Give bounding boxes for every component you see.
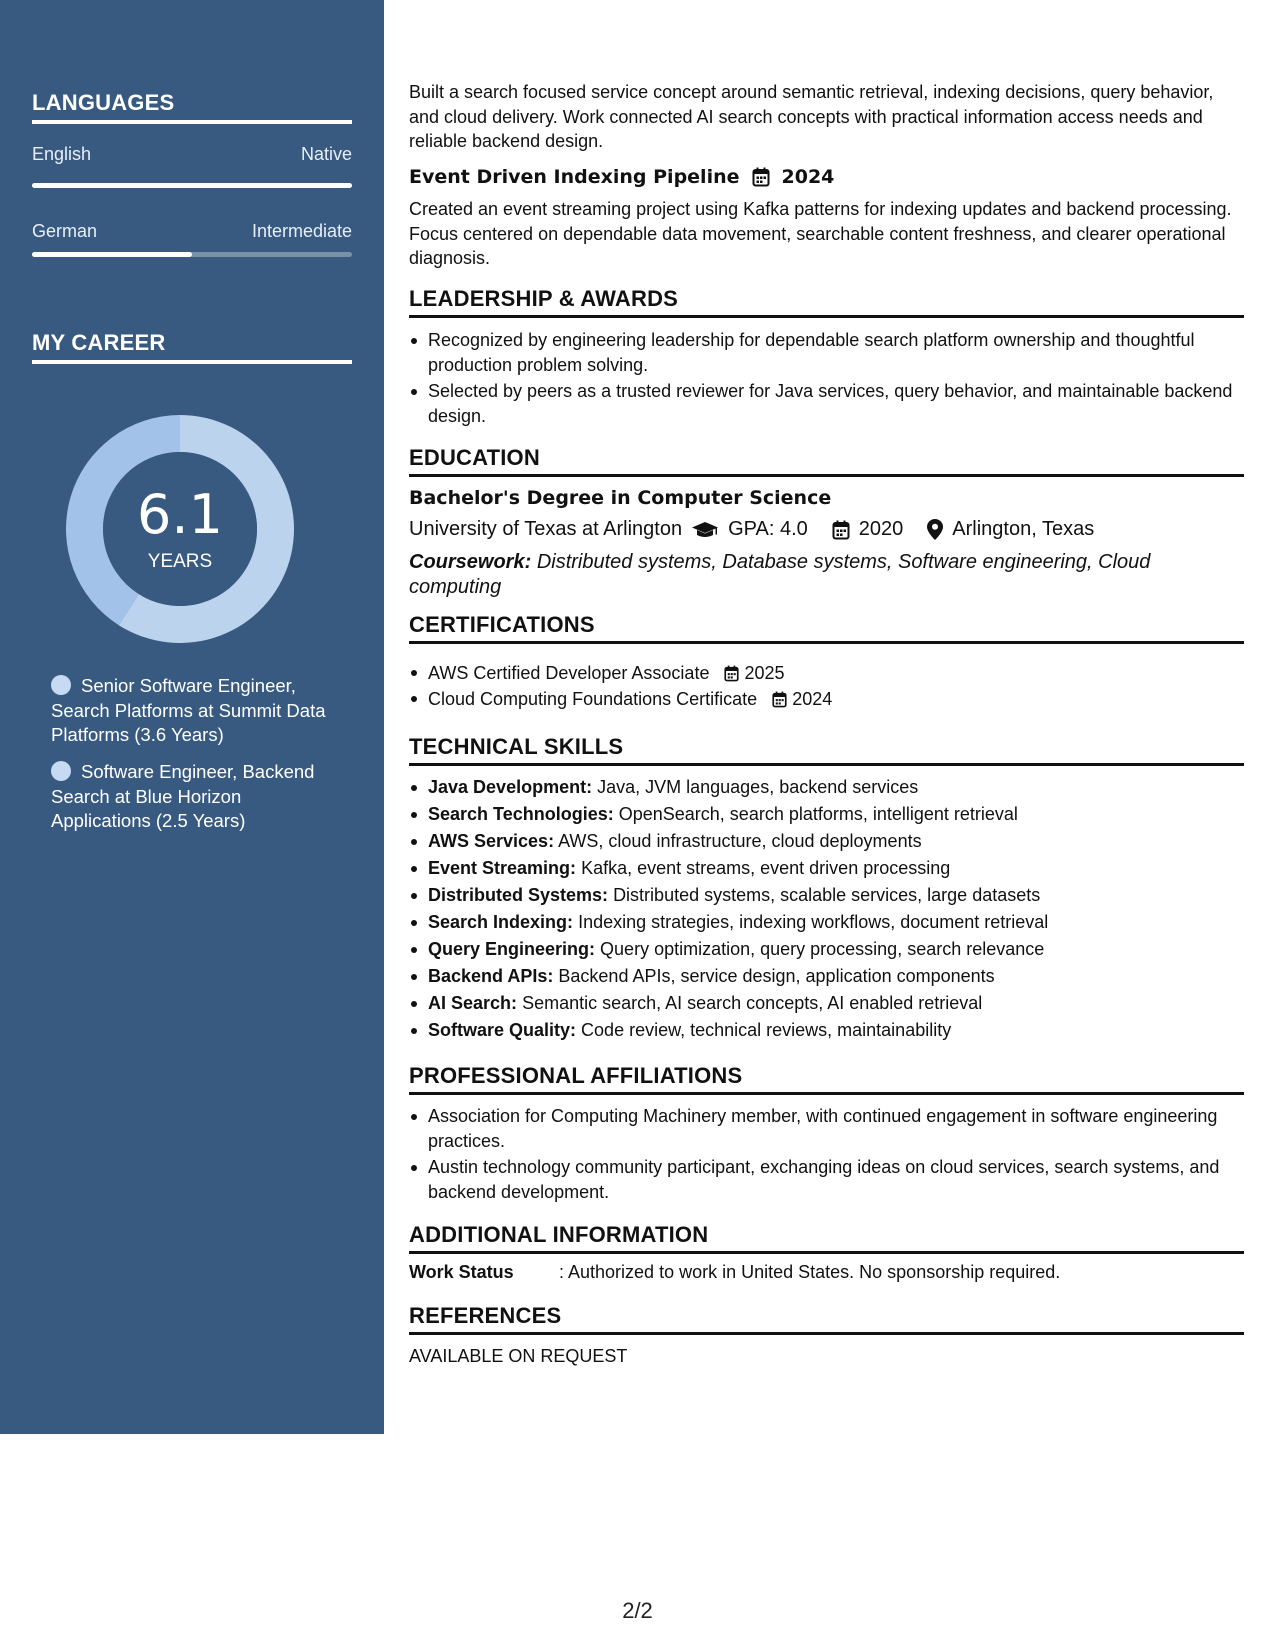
language-bar-fill <box>32 183 352 188</box>
skill-label: Backend APIs: <box>428 966 554 986</box>
list-item: Association for Computing Machinery member, with continued engagement in software engineering practices. <box>409 1104 1244 1153</box>
skill-value: Query optimization, query processing, search relevance <box>600 939 1045 959</box>
page-number: 2/2 <box>622 1598 653 1623</box>
skill-label: AWS Services: <box>428 831 555 851</box>
certification-name: AWS Certified Developer Associate <box>428 663 710 683</box>
work-status-row <box>409 1262 1060 1283</box>
skill-label: Event Streaming: <box>428 858 577 878</box>
skill-value: Backend APIs, service design, application components <box>558 966 995 986</box>
skills-heading: TECHNICAL SKILLS <box>409 734 1244 766</box>
skill-label: Search Technologies: <box>428 804 614 824</box>
list-item: Austin technology community participant, exchanging ideas on cloud services, search systems, and backend development. <box>409 1155 1244 1204</box>
project-title <box>409 166 834 188</box>
skill-value: Semantic search, AI search concepts, AI enabled retrieval <box>522 993 983 1013</box>
list-item: Selected by peers as a trusted reviewer for Java services, query behavior, and maintainable backend design. <box>409 379 1244 428</box>
certification-year: 2024 <box>792 689 833 709</box>
career-item-label: Software Engineer, Backend Search at Blue Horizon Applications (2.5 Years) <box>51 761 315 831</box>
career-donut-chart <box>66 415 294 643</box>
leadership-list <box>409 328 1244 428</box>
sidebar <box>0 0 384 1434</box>
affiliations-list <box>409 1104 1244 1204</box>
language-name: English <box>32 144 92 164</box>
skill-label: Software Quality: <box>428 1020 577 1040</box>
project-title-text: Event Driven Indexing Pipeline <box>409 166 740 188</box>
location-pin-icon <box>927 519 943 540</box>
skill-value: Code review, technical reviews, maintainability <box>581 1020 952 1040</box>
skills-list <box>409 774 1244 1044</box>
references-heading: REFERENCES <box>409 1303 1244 1335</box>
certification-item <box>409 686 1244 712</box>
project-description: Built a search focused service concept around semantic retrieval, indexing decisions, query behavior, and cloud delivery. Work connected AI search concepts with practical information access needs and reliable backend design. <box>409 82 1214 151</box>
language-name: German <box>32 221 98 241</box>
skill-label: Search Indexing: <box>428 912 574 932</box>
coursework <box>409 550 1169 599</box>
degree-title: Bachelor's Degree in Computer Science <box>409 487 832 509</box>
calendar-icon <box>772 691 787 708</box>
certification-item <box>409 660 1244 686</box>
skill-item <box>409 909 1244 936</box>
calendar-icon <box>832 520 850 540</box>
language-bar-fill <box>32 252 192 257</box>
project-description: Created an event streaming project using Kafka patterns for indexing updates and backend processing. Focus centered on dependable data movement, searchable content freshness, and clearer operational diagnosis. <box>409 199 1232 268</box>
graduation-year: 2020 <box>858 518 904 540</box>
career-item <box>51 674 341 748</box>
career-legend-dot <box>51 675 71 695</box>
leadership-heading: LEADERSHIP & AWARDS <box>409 286 1244 318</box>
skill-item <box>409 990 1244 1017</box>
skill-label: Query Engineering: <box>428 939 596 959</box>
skill-item <box>409 774 1244 801</box>
gpa: GPA: 4.0 <box>728 518 808 540</box>
graduation-cap-icon <box>691 521 719 539</box>
skill-item <box>409 882 1244 909</box>
list-item: Recognized by engineering leadership for dependable search platform ownership and thoughtful production problem solving. <box>409 328 1244 377</box>
career-item <box>51 760 341 834</box>
certifications-heading: CERTIFICATIONS <box>409 612 1244 644</box>
language-bar-english <box>32 183 352 188</box>
skill-item <box>409 801 1244 828</box>
skill-item <box>409 936 1244 963</box>
skill-value: OpenSearch, search platforms, intelligent retrieval <box>618 804 1018 824</box>
certification-name: Cloud Computing Foundations Certificate <box>428 689 758 709</box>
coursework-label: Coursework: <box>409 551 532 573</box>
language-row-english <box>32 144 352 165</box>
skill-item <box>409 1017 1244 1044</box>
certifications-list <box>409 660 1244 712</box>
skill-value: AWS, cloud infrastructure, cloud deployments <box>558 831 922 851</box>
language-level: Intermediate <box>251 221 352 241</box>
skill-value: Indexing strategies, indexing workflows, document retrieval <box>578 912 1049 932</box>
education-heading: EDUCATION <box>409 445 1244 477</box>
career-heading: MY CAREER <box>32 330 352 364</box>
skill-label: AI Search: <box>428 993 518 1013</box>
skill-item <box>409 963 1244 990</box>
language-level: Native <box>300 144 352 164</box>
coursework-text: Distributed systems, Database systems, Software engineering, Cloud computing <box>409 551 1151 598</box>
skill-value: Kafka, event streams, event driven processing <box>581 858 951 878</box>
calendar-icon <box>752 167 770 187</box>
references-text: AVAILABLE ON REQUEST <box>409 1346 628 1366</box>
language-bar-german <box>32 252 352 257</box>
career-unit: YEARS <box>147 551 213 572</box>
skill-item <box>409 855 1244 882</box>
career-total: 6.1 <box>137 483 223 546</box>
skill-value: Java, JVM languages, backend services <box>597 777 919 797</box>
work-status-label: Work Status <box>409 1262 514 1282</box>
additional-info-heading: ADDITIONAL INFORMATION <box>409 1222 1244 1254</box>
project-year: 2024 <box>781 166 835 188</box>
education-details <box>409 518 1094 541</box>
skill-label: Distributed Systems: <box>428 885 609 905</box>
skill-label: Java Development: <box>428 777 593 797</box>
affiliations-heading: PROFESSIONAL AFFILIATIONS <box>409 1063 1244 1095</box>
skill-value: Distributed systems, scalable services, large datasets <box>613 885 1041 905</box>
calendar-icon <box>724 665 739 682</box>
language-row-german <box>32 221 352 242</box>
certification-year: 2025 <box>744 663 785 683</box>
career-item-label: Senior Software Engineer, Search Platforms at Summit Data Platforms (3.6 Years) <box>51 675 326 745</box>
career-legend-dot <box>51 761 71 781</box>
skill-item <box>409 828 1244 855</box>
school-location: Arlington, Texas <box>952 518 1095 540</box>
work-status-value: : Authorized to work in United States. No sponsorship required. <box>559 1262 1061 1282</box>
languages-heading: LANGUAGES <box>32 90 352 124</box>
school-name: University of Texas at Arlington <box>409 518 683 540</box>
